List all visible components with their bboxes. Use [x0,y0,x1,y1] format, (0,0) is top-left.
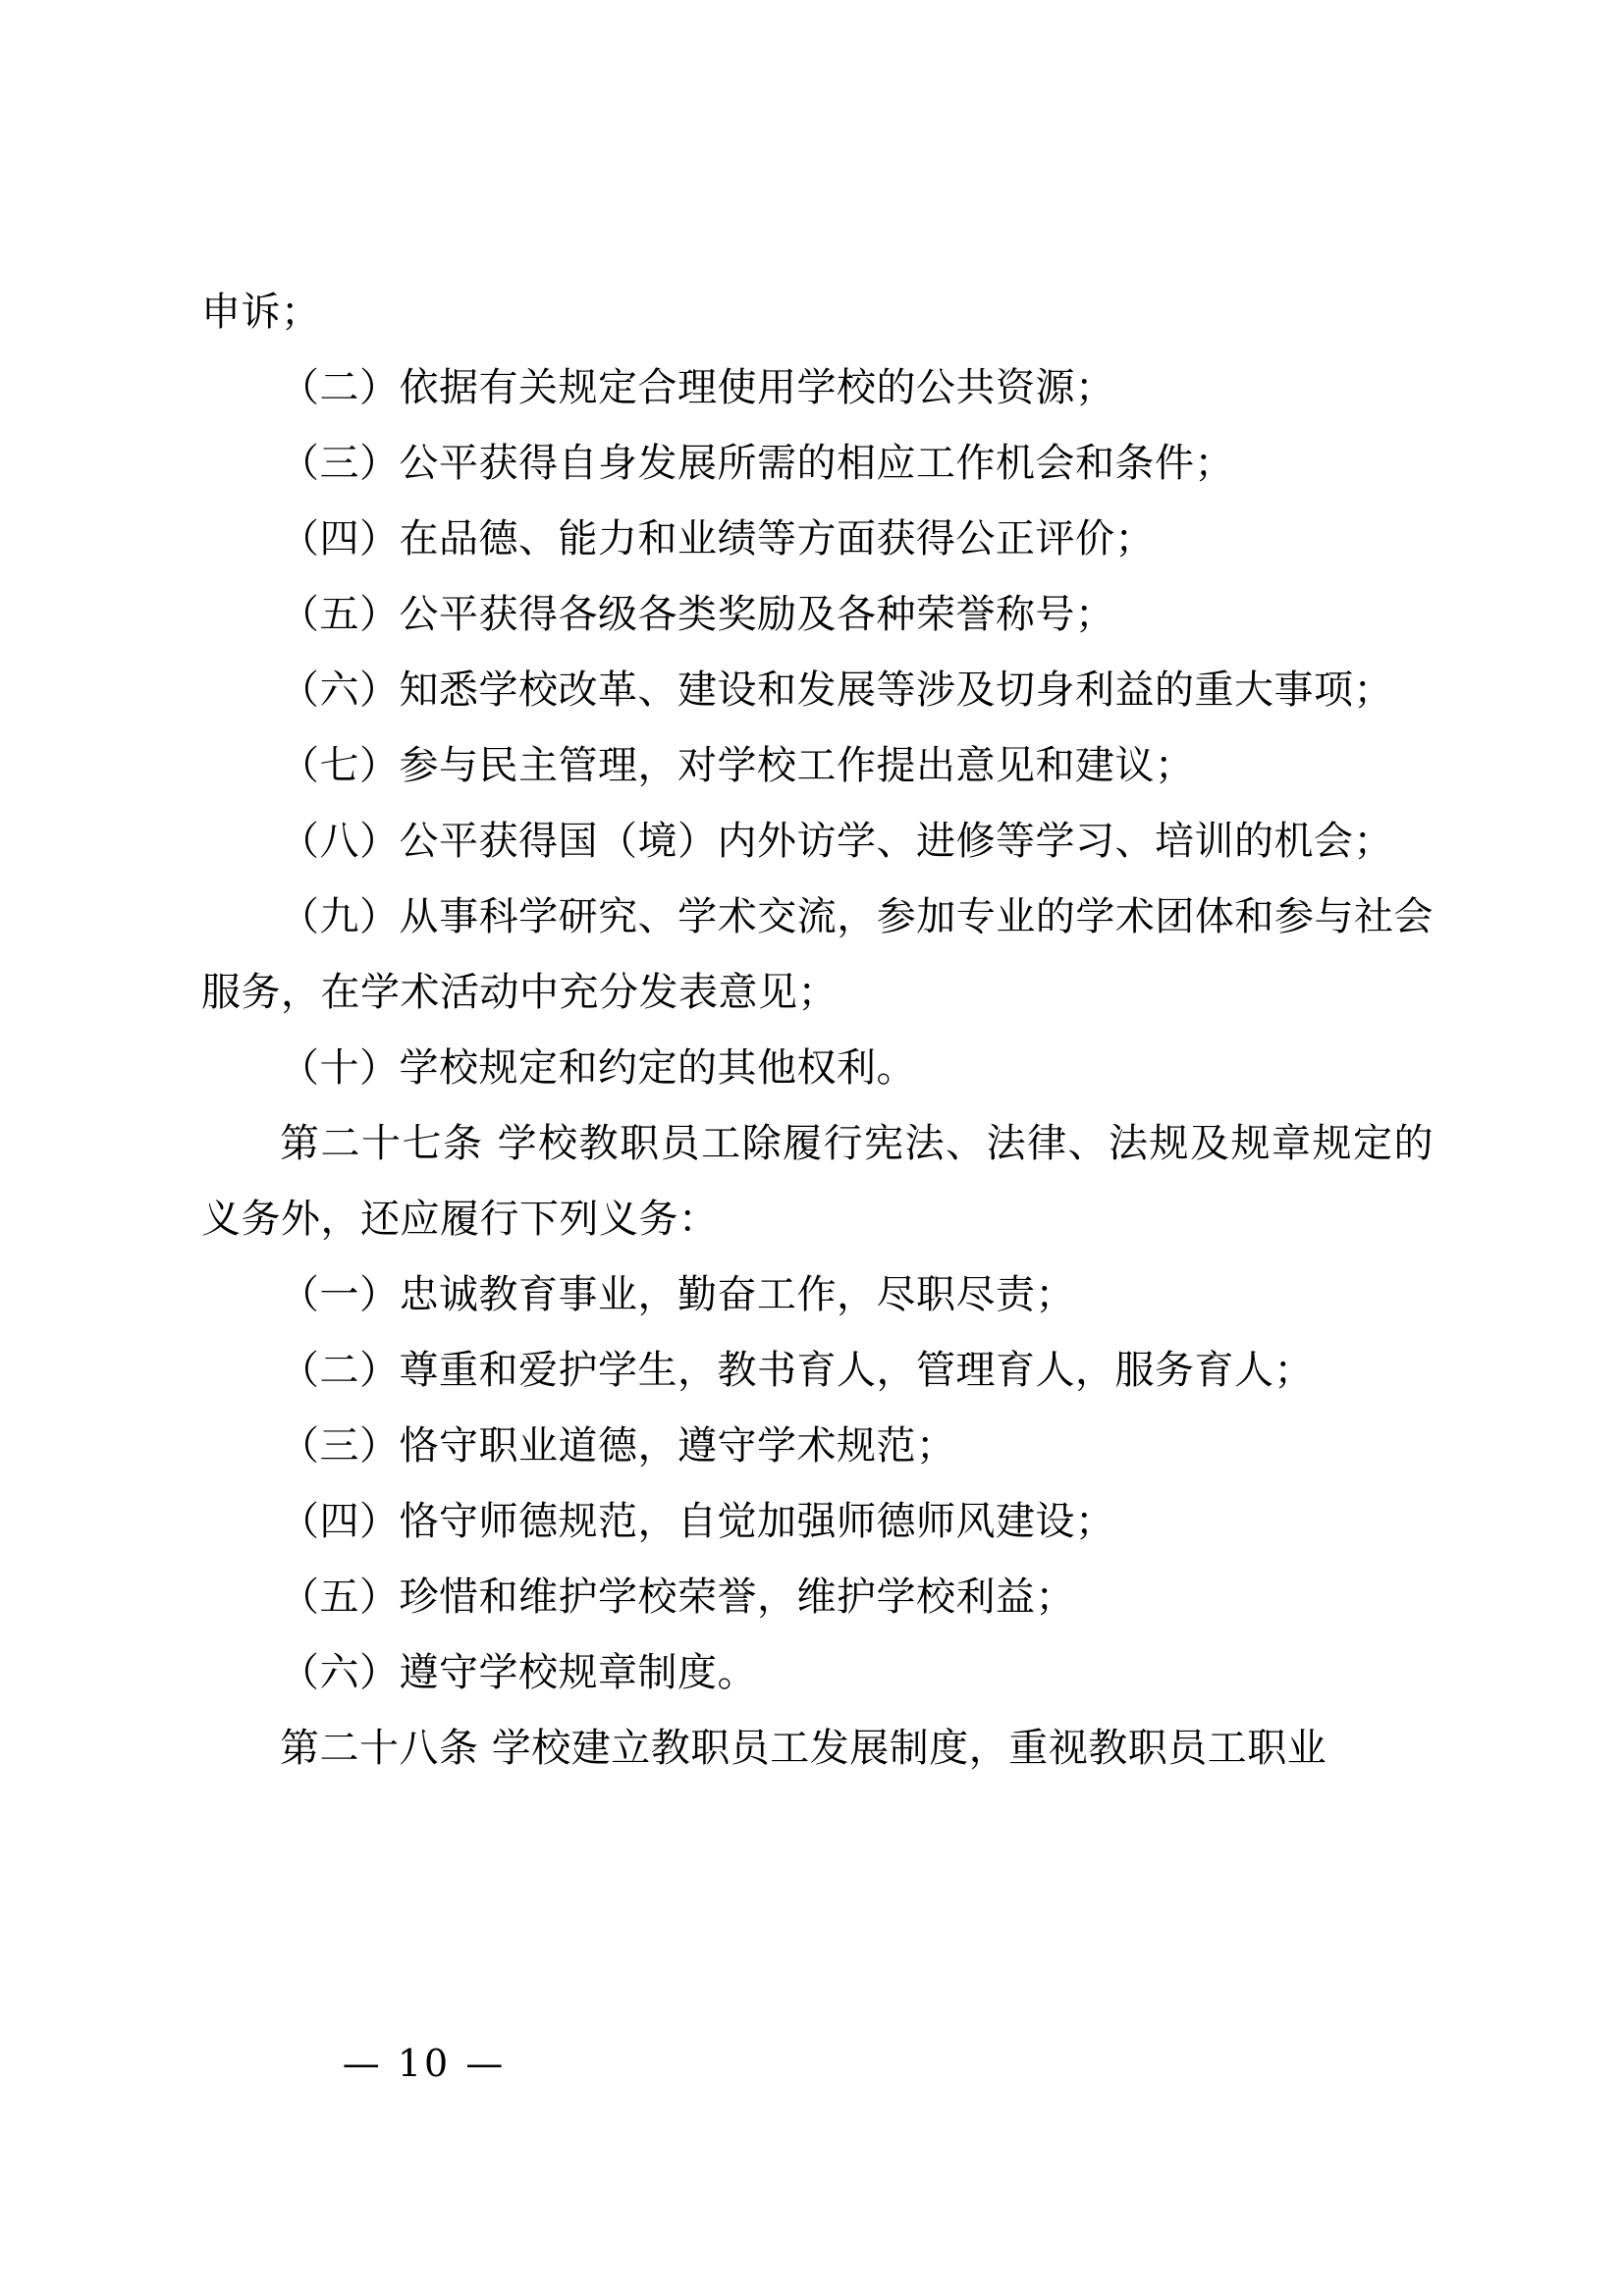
paragraph: （六）遵守学校规章制度。 [280,1650,757,1695]
paragraph: 第二十八条 学校建立教职员工发展制度，重视教职员工职业 [280,1726,1327,1771]
paragraph: （四）恪守师德规范，自觉加强师德师风建设； [280,1499,1115,1544]
paragraph: （二）依据有关规定合理使用学校的公共资源； [280,365,1115,410]
paragraph: （四）在品德、能力和业绩等方面获得公正评价； [280,516,1155,561]
paragraph: 第二十七条 学校教职员工除履行宪法、法律、法规及规章规定的义务外，还应履行下列义务： [201,1121,1434,1242]
paragraph: （三）公平获得自身发展所需的相应工作机会和条件； [280,441,1234,486]
paragraph: （六）知悉学校改革、建设和发展等涉及切身利益的重大事项； [280,667,1393,713]
paragraph: （五）公平获得各级各类奖励及各种荣誉称号； [280,592,1115,637]
paragraph: （九）从事科学研究、学术交流，参加专业的学术团体和参与社会服务，在学术活动中充分发表意见； [201,894,1434,1015]
page-number: — 10 — [342,2042,507,2085]
paragraph: （一）忠诚教育事业，勤奋工作，尽职尽责； [280,1272,1075,1317]
document-body [201,275,1434,1787]
paragraph: （七）参与民主管理，对学校工作提出意见和建议； [280,743,1195,788]
paragraph: 申诉； [201,290,321,335]
paragraph: （五）珍惜和维护学校荣誉，维护学校利益； [280,1575,1075,1620]
paragraph: （二）尊重和爱护学生，教书育人，管理育人，服务育人； [280,1348,1314,1393]
paragraph: （三）恪守职业道德，遵守学术规范； [280,1423,956,1468]
page-footer [0,2042,1624,2085]
paragraph: （八）公平获得国（境）内外访学、进修等学习、培训的机会； [280,819,1393,864]
paragraph: （十）学校规定和约定的其他权利。 [280,1045,916,1091]
